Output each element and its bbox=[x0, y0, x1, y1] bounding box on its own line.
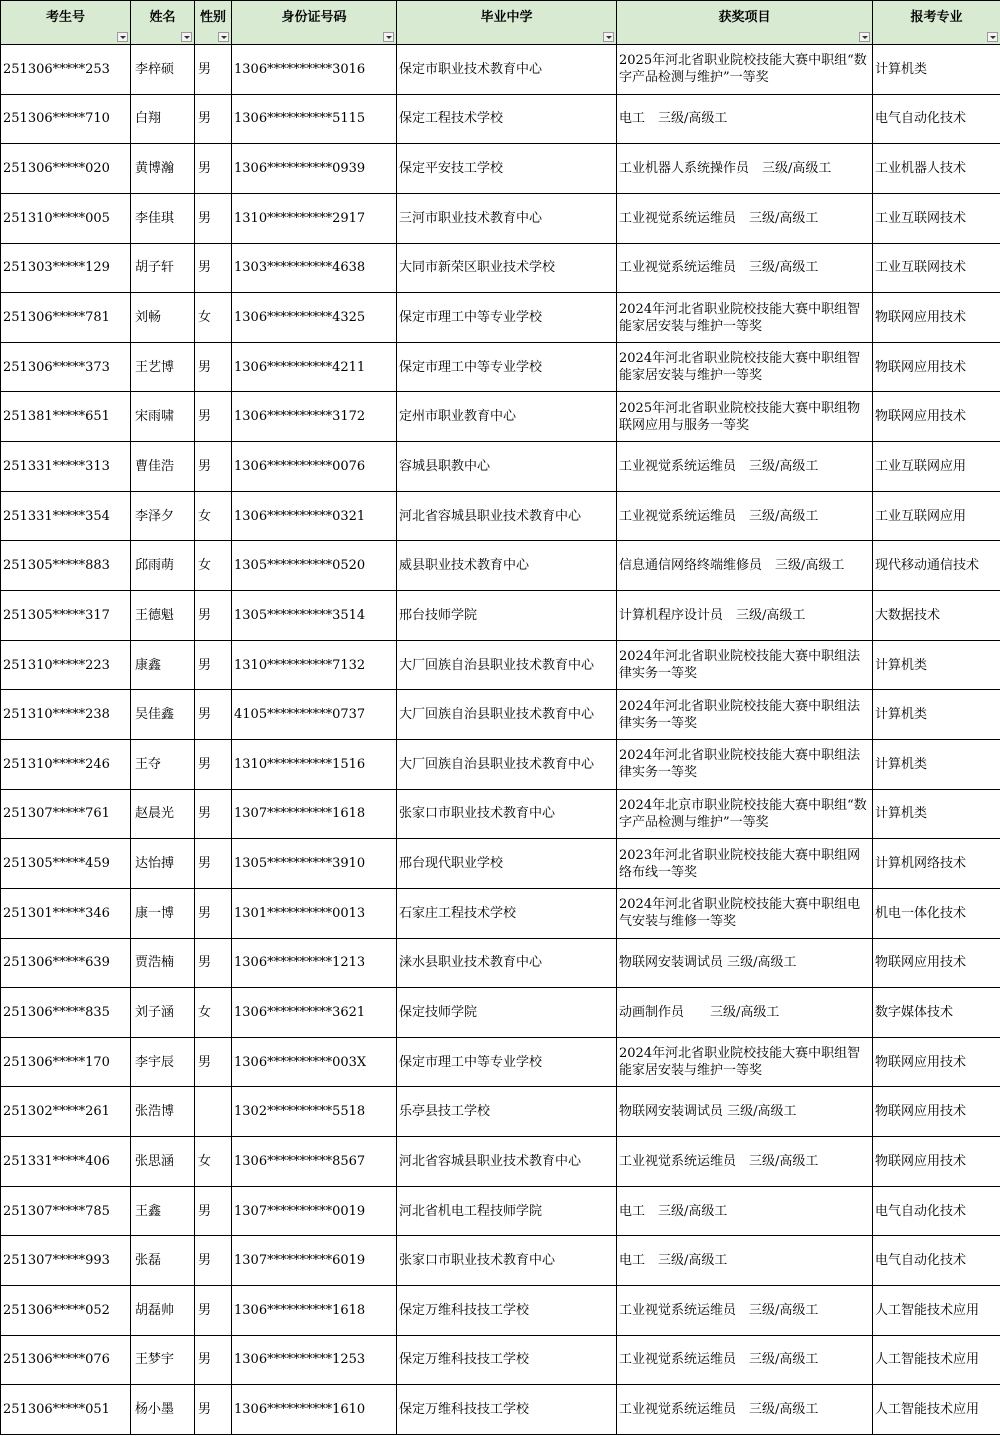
name-cell[interactable]: 杨小墨 bbox=[131, 1385, 195, 1435]
award-cell[interactable]: 2024年河北省职业院校技能大赛中职组法律实务一等奖 bbox=[617, 640, 873, 690]
filter-dropdown-icon[interactable] bbox=[859, 32, 870, 42]
gender-cell[interactable]: 男 bbox=[195, 243, 232, 293]
id-number-cell[interactable]: 1306**********3172 bbox=[232, 392, 397, 442]
name-cell[interactable]: 王艺博 bbox=[131, 342, 195, 392]
id-number-cell[interactable]: 1305**********3514 bbox=[232, 591, 397, 641]
header-major bbox=[873, 1, 1000, 45]
exam-number-cell[interactable]: 251306*****076 bbox=[1, 1335, 131, 1385]
name-cell[interactable]: 王夺 bbox=[131, 739, 195, 789]
major-cell[interactable]: 人工智能技术应用 bbox=[873, 1335, 1000, 1385]
name-cell[interactable]: 康鑫 bbox=[131, 640, 195, 690]
id-number-cell[interactable]: 1306**********0076 bbox=[232, 442, 397, 492]
header-row bbox=[1, 1, 1000, 45]
header-label: 姓名 bbox=[149, 10, 176, 25]
table-row bbox=[1, 739, 1000, 789]
school-cell[interactable]: 威县职业技术教育中心 bbox=[397, 541, 617, 591]
exam-number-cell[interactable]: 251306*****710 bbox=[1, 94, 131, 144]
major-cell[interactable]: 数字媒体技术 bbox=[873, 988, 1000, 1038]
school-cell[interactable]: 保定万维科技技工学校 bbox=[397, 1385, 617, 1435]
award-cell[interactable]: 2024年河北省职业院校技能大赛中职组智能家居安装与维护一等奖 bbox=[617, 1037, 873, 1087]
major-cell[interactable]: 物联网应用技术 bbox=[873, 938, 1000, 988]
gender-cell[interactable]: 男 bbox=[195, 45, 232, 95]
header-gender bbox=[195, 1, 232, 45]
header-label: 报考专业 bbox=[910, 10, 963, 25]
school-cell[interactable]: 保定工程技术学校 bbox=[397, 94, 617, 144]
header-label: 身份证号码 bbox=[281, 10, 347, 25]
gender-cell[interactable]: 男 bbox=[195, 938, 232, 988]
school-cell[interactable]: 河北省容城县职业技术教育中心 bbox=[397, 1137, 617, 1187]
name-cell[interactable]: 张磊 bbox=[131, 1236, 195, 1286]
award-cell[interactable]: 2025年河北省职业院校技能大赛中职组“数字产品检测与维护”一等奖 bbox=[617, 45, 873, 95]
school-cell[interactable]: 乐亭县技工学校 bbox=[397, 1087, 617, 1137]
school-cell[interactable]: 保定平安技工学校 bbox=[397, 144, 617, 194]
name-cell[interactable]: 贾浩楠 bbox=[131, 938, 195, 988]
table-row bbox=[1, 640, 1000, 690]
table-row bbox=[1, 491, 1000, 541]
exam-number-cell[interactable]: 251307*****785 bbox=[1, 1186, 131, 1236]
award-cell[interactable]: 工业视觉系统运维员 三级/高级工 bbox=[617, 193, 873, 243]
gender-cell[interactable]: 女 bbox=[195, 1137, 232, 1187]
filter-dropdown-icon[interactable] bbox=[603, 32, 614, 42]
table-row bbox=[1, 94, 1000, 144]
exam-number-cell[interactable]: 251305*****459 bbox=[1, 839, 131, 889]
table-row bbox=[1, 342, 1000, 392]
name-cell[interactable]: 王德魁 bbox=[131, 591, 195, 641]
id-number-cell[interactable]: 1306**********5115 bbox=[232, 94, 397, 144]
id-number-cell[interactable]: 1310**********2917 bbox=[232, 193, 397, 243]
major-cell[interactable]: 现代移动通信技术 bbox=[873, 541, 1000, 591]
id-number-cell[interactable]: 1307**********6019 bbox=[232, 1236, 397, 1286]
school-cell[interactable]: 石家庄工程技术学校 bbox=[397, 888, 617, 938]
name-cell[interactable]: 胡子轩 bbox=[131, 243, 195, 293]
id-number-cell[interactable]: 1301**********0013 bbox=[232, 888, 397, 938]
id-number-cell[interactable]: 1310**********7132 bbox=[232, 640, 397, 690]
major-cell[interactable]: 机电一体化技术 bbox=[873, 888, 1000, 938]
table-row bbox=[1, 988, 1000, 1038]
award-cell[interactable]: 工业视觉系统运维员 三级/高级工 bbox=[617, 243, 873, 293]
table-row bbox=[1, 144, 1000, 194]
id-number-cell[interactable]: 1306**********8567 bbox=[232, 1137, 397, 1187]
gender-cell[interactable]: 男 bbox=[195, 1037, 232, 1087]
name-cell[interactable]: 王鑫 bbox=[131, 1186, 195, 1236]
award-cell[interactable]: 工业视觉系统运维员 三级/高级工 bbox=[617, 1385, 873, 1435]
table-row bbox=[1, 591, 1000, 641]
exam-number-cell[interactable]: 251331*****354 bbox=[1, 491, 131, 541]
table-row bbox=[1, 243, 1000, 293]
exam-number-cell[interactable]: 251306*****253 bbox=[1, 45, 131, 95]
exam-number-cell[interactable]: 251307*****993 bbox=[1, 1236, 131, 1286]
exam-number-cell[interactable]: 251302*****261 bbox=[1, 1087, 131, 1137]
award-cell[interactable]: 2024年河北省职业院校技能大赛中职组电气安装与维修一等奖 bbox=[617, 888, 873, 938]
major-cell[interactable]: 电气自动化技术 bbox=[873, 1186, 1000, 1236]
id-number-cell[interactable]: 1306**********0321 bbox=[232, 491, 397, 541]
exam-number-cell[interactable]: 251306*****373 bbox=[1, 342, 131, 392]
gender-cell[interactable]: 女 bbox=[195, 293, 232, 343]
exam-number-cell[interactable]: 251306*****781 bbox=[1, 293, 131, 343]
gender-cell[interactable]: 男 bbox=[195, 591, 232, 641]
id-number-cell[interactable]: 1305**********0520 bbox=[232, 541, 397, 591]
name-cell[interactable]: 赵晨光 bbox=[131, 789, 195, 839]
gender-cell[interactable]: 男 bbox=[195, 789, 232, 839]
major-cell[interactable]: 物联网应用技术 bbox=[873, 293, 1000, 343]
table-row bbox=[1, 392, 1000, 442]
school-cell[interactable]: 大同市新荣区职业技术学校 bbox=[397, 243, 617, 293]
school-cell[interactable]: 河北省机电工程技师学院 bbox=[397, 1186, 617, 1236]
header-name bbox=[131, 1, 195, 45]
exam-number-cell[interactable]: 251310*****005 bbox=[1, 193, 131, 243]
school-cell[interactable]: 三河市职业技术教育中心 bbox=[397, 193, 617, 243]
exam-number-cell[interactable]: 251306*****020 bbox=[1, 144, 131, 194]
name-cell[interactable]: 康一博 bbox=[131, 888, 195, 938]
header-exam-number bbox=[1, 1, 131, 45]
table-row bbox=[1, 1087, 1000, 1137]
school-cell[interactable]: 保定市理工中等专业学校 bbox=[397, 1037, 617, 1087]
major-cell[interactable]: 计算机类 bbox=[873, 690, 1000, 740]
school-cell[interactable]: 河北省容城县职业技术教育中心 bbox=[397, 491, 617, 541]
school-cell[interactable]: 邢台现代职业学校 bbox=[397, 839, 617, 889]
award-cell[interactable]: 2024年北京市职业院校技能大赛中职组“数字产品检测与维护”一等奖 bbox=[617, 789, 873, 839]
id-number-cell[interactable]: 1305**********3910 bbox=[232, 839, 397, 889]
filter-dropdown-icon[interactable] bbox=[181, 32, 192, 42]
table-body bbox=[1, 45, 1000, 1435]
gender-cell[interactable]: 男 bbox=[195, 839, 232, 889]
name-cell[interactable]: 邱雨萌 bbox=[131, 541, 195, 591]
school-cell[interactable]: 大厂回族自治县职业技术教育中心 bbox=[397, 739, 617, 789]
award-cell[interactable]: 物联网安装调试员 三级/高级工 bbox=[617, 938, 873, 988]
name-cell[interactable]: 刘子涵 bbox=[131, 988, 195, 1038]
major-cell[interactable]: 工业互联网应用 bbox=[873, 442, 1000, 492]
filter-dropdown-icon[interactable] bbox=[218, 32, 229, 42]
table-row bbox=[1, 839, 1000, 889]
award-cell[interactable]: 工业视觉系统运维员 三级/高级工 bbox=[617, 1335, 873, 1385]
id-number-cell[interactable]: 1306**********4325 bbox=[232, 293, 397, 343]
header-label: 性别 bbox=[199, 10, 226, 25]
table-row bbox=[1, 1236, 1000, 1286]
gender-cell[interactable]: 男 bbox=[195, 1335, 232, 1385]
table-row bbox=[1, 541, 1000, 591]
table-row bbox=[1, 938, 1000, 988]
name-cell[interactable]: 黄博瀚 bbox=[131, 144, 195, 194]
exam-number-cell[interactable]: 251381*****651 bbox=[1, 392, 131, 442]
gender-cell[interactable]: 男 bbox=[195, 193, 232, 243]
award-cell[interactable]: 计算机程序设计员 三级/高级工 bbox=[617, 591, 873, 641]
gender-cell[interactable]: 男 bbox=[195, 1286, 232, 1336]
major-cell[interactable]: 电气自动化技术 bbox=[873, 94, 1000, 144]
header-label: 毕业中学 bbox=[480, 10, 533, 25]
gender-cell[interactable]: 男 bbox=[195, 442, 232, 492]
school-cell[interactable]: 保定技师学院 bbox=[397, 988, 617, 1038]
school-cell[interactable]: 定州市职业教育中心 bbox=[397, 392, 617, 442]
header-label: 考生号 bbox=[45, 10, 85, 25]
name-cell[interactable]: 李佳琪 bbox=[131, 193, 195, 243]
school-cell[interactable]: 保定市职业技术教育中心 bbox=[397, 45, 617, 95]
table-row bbox=[1, 1037, 1000, 1087]
table-row bbox=[1, 690, 1000, 740]
name-cell[interactable]: 王梦宇 bbox=[131, 1335, 195, 1385]
major-cell[interactable]: 计算机类 bbox=[873, 789, 1000, 839]
name-cell[interactable]: 李泽夕 bbox=[131, 491, 195, 541]
gender-cell[interactable]: 男 bbox=[195, 690, 232, 740]
filter-dropdown-icon[interactable] bbox=[383, 32, 394, 42]
id-number-cell[interactable]: 1306**********0939 bbox=[232, 144, 397, 194]
award-cell[interactable]: 信息通信网络终端维修员 三级/高级工 bbox=[617, 541, 873, 591]
school-cell[interactable]: 保定万维科技技工学校 bbox=[397, 1335, 617, 1385]
gender-cell[interactable]: 女 bbox=[195, 988, 232, 1038]
award-cell[interactable]: 工业机器人系统操作员 三级/高级工 bbox=[617, 144, 873, 194]
school-cell[interactable]: 大厂回族自治县职业技术教育中心 bbox=[397, 640, 617, 690]
name-cell[interactable]: 李宇辰 bbox=[131, 1037, 195, 1087]
award-cell[interactable]: 2024年河北省职业院校技能大赛中职组智能家居安装与维护一等奖 bbox=[617, 342, 873, 392]
major-cell[interactable]: 人工智能技术应用 bbox=[873, 1385, 1000, 1435]
id-number-cell[interactable]: 1303**********4638 bbox=[232, 243, 397, 293]
gender-cell[interactable]: 男 bbox=[195, 1236, 232, 1286]
major-cell[interactable]: 大数据技术 bbox=[873, 591, 1000, 641]
id-number-cell[interactable]: 1310**********1516 bbox=[232, 739, 397, 789]
award-cell[interactable]: 工业视觉系统运维员 三级/高级工 bbox=[617, 1137, 873, 1187]
gender-cell[interactable]: 男 bbox=[195, 888, 232, 938]
table-row bbox=[1, 193, 1000, 243]
table-row bbox=[1, 1385, 1000, 1435]
gender-cell[interactable]: 男 bbox=[195, 94, 232, 144]
award-cell[interactable]: 2024年河北省职业院校技能大赛中职组法律实务一等奖 bbox=[617, 739, 873, 789]
header-id-number bbox=[232, 1, 397, 45]
major-cell[interactable]: 物联网应用技术 bbox=[873, 1087, 1000, 1137]
major-cell[interactable]: 物联网应用技术 bbox=[873, 342, 1000, 392]
gender-cell[interactable]: 男 bbox=[195, 640, 232, 690]
name-cell[interactable]: 张思涵 bbox=[131, 1137, 195, 1187]
name-cell[interactable]: 李梓硕 bbox=[131, 45, 195, 95]
school-cell[interactable]: 张家口市职业技术教育中心 bbox=[397, 789, 617, 839]
exam-number-cell[interactable]: 251303*****129 bbox=[1, 243, 131, 293]
exam-number-cell[interactable]: 251310*****223 bbox=[1, 640, 131, 690]
name-cell[interactable]: 达怡搏 bbox=[131, 839, 195, 889]
header-school bbox=[397, 1, 617, 45]
gender-cell[interactable]: 男 bbox=[195, 1186, 232, 1236]
table-row bbox=[1, 1286, 1000, 1336]
id-number-cell[interactable]: 4105**********0737 bbox=[232, 690, 397, 740]
major-cell[interactable]: 物联网应用技术 bbox=[873, 1137, 1000, 1187]
id-number-cell[interactable]: 1306**********1610 bbox=[232, 1385, 397, 1435]
award-cell[interactable]: 电工 三级/高级工 bbox=[617, 1186, 873, 1236]
exam-number-cell[interactable]: 251307*****761 bbox=[1, 789, 131, 839]
school-cell[interactable]: 大厂回族自治县职业技术教育中心 bbox=[397, 690, 617, 740]
id-number-cell[interactable]: 1307**********1618 bbox=[232, 789, 397, 839]
id-number-cell[interactable]: 1307**********0019 bbox=[232, 1186, 397, 1236]
major-cell[interactable]: 工业互联网技术 bbox=[873, 193, 1000, 243]
gender-cell[interactable] bbox=[195, 1087, 232, 1137]
table-row bbox=[1, 1335, 1000, 1385]
table-row bbox=[1, 293, 1000, 343]
table-row bbox=[1, 1137, 1000, 1187]
filter-dropdown-icon[interactable] bbox=[117, 32, 128, 42]
gender-cell[interactable]: 男 bbox=[195, 392, 232, 442]
award-cell[interactable]: 工业视觉系统运维员 三级/高级工 bbox=[617, 491, 873, 541]
id-number-cell[interactable]: 1302**********5518 bbox=[232, 1087, 397, 1137]
award-cell[interactable]: 电工 三级/高级工 bbox=[617, 94, 873, 144]
exam-number-cell[interactable]: 251305*****883 bbox=[1, 541, 131, 591]
header-label: 获奖项目 bbox=[718, 10, 771, 25]
exam-number-cell[interactable]: 251306*****170 bbox=[1, 1037, 131, 1087]
exam-number-cell[interactable]: 251306*****639 bbox=[1, 938, 131, 988]
gender-cell[interactable]: 男 bbox=[195, 739, 232, 789]
major-cell[interactable]: 人工智能技术应用 bbox=[873, 1286, 1000, 1336]
school-cell[interactable]: 保定市理工中等专业学校 bbox=[397, 342, 617, 392]
gender-cell[interactable]: 男 bbox=[195, 144, 232, 194]
school-cell[interactable]: 张家口市职业技术教育中心 bbox=[397, 1236, 617, 1286]
major-cell[interactable]: 计算机类 bbox=[873, 640, 1000, 690]
school-cell[interactable]: 保定万维科技技工学校 bbox=[397, 1286, 617, 1336]
award-cell[interactable]: 2023年河北省职业院校技能大赛中职组网络布线一等奖 bbox=[617, 839, 873, 889]
exam-number-cell[interactable]: 251310*****246 bbox=[1, 739, 131, 789]
exam-number-cell[interactable]: 251306*****051 bbox=[1, 1385, 131, 1435]
gender-cell[interactable]: 女 bbox=[195, 541, 232, 591]
major-cell[interactable]: 计算机类 bbox=[873, 45, 1000, 95]
gender-cell[interactable]: 女 bbox=[195, 491, 232, 541]
exam-number-cell[interactable]: 251331*****313 bbox=[1, 442, 131, 492]
name-cell[interactable]: 胡磊帅 bbox=[131, 1286, 195, 1336]
name-cell[interactable]: 宋雨啸 bbox=[131, 392, 195, 442]
award-cell[interactable]: 物联网安装调试员 三级/高级工 bbox=[617, 1087, 873, 1137]
name-cell[interactable]: 张浩博 bbox=[131, 1087, 195, 1137]
name-cell[interactable]: 白翔 bbox=[131, 94, 195, 144]
major-cell[interactable]: 物联网应用技术 bbox=[873, 392, 1000, 442]
table-row bbox=[1, 1186, 1000, 1236]
gender-cell[interactable]: 男 bbox=[195, 1385, 232, 1435]
major-cell[interactable]: 工业互联网应用 bbox=[873, 491, 1000, 541]
major-cell[interactable]: 电气自动化技术 bbox=[873, 1236, 1000, 1286]
school-cell[interactable]: 保定市理工中等专业学校 bbox=[397, 293, 617, 343]
award-cell[interactable]: 动画制作员 三级/高级工 bbox=[617, 988, 873, 1038]
award-cell[interactable]: 2025年河北省职业院校技能大赛中职组物联网应用与服务一等奖 bbox=[617, 392, 873, 442]
major-cell[interactable]: 物联网应用技术 bbox=[873, 1037, 1000, 1087]
award-cell[interactable]: 工业视觉系统运维员 三级/高级工 bbox=[617, 1286, 873, 1336]
major-cell[interactable]: 计算机类 bbox=[873, 739, 1000, 789]
id-number-cell[interactable]: 1306**********1213 bbox=[232, 938, 397, 988]
id-number-cell[interactable]: 1306**********4211 bbox=[232, 342, 397, 392]
exam-number-cell[interactable]: 251306*****052 bbox=[1, 1286, 131, 1336]
id-number-cell[interactable]: 1306**********1253 bbox=[232, 1335, 397, 1385]
id-number-cell[interactable]: 1306**********3621 bbox=[232, 988, 397, 1038]
id-number-cell[interactable]: 1306**********003X bbox=[232, 1037, 397, 1087]
school-cell[interactable]: 涞水县职业技术教育中心 bbox=[397, 938, 617, 988]
exam-number-cell[interactable]: 251310*****238 bbox=[1, 690, 131, 740]
name-cell[interactable]: 吴佳鑫 bbox=[131, 690, 195, 740]
exam-number-cell[interactable]: 251306*****835 bbox=[1, 988, 131, 1038]
exam-number-cell[interactable]: 251331*****406 bbox=[1, 1137, 131, 1187]
school-cell[interactable]: 邢台技师学院 bbox=[397, 591, 617, 641]
name-cell[interactable]: 曹佳浩 bbox=[131, 442, 195, 492]
major-cell[interactable]: 计算机网络技术 bbox=[873, 839, 1000, 889]
id-number-cell[interactable]: 1306**********3016 bbox=[232, 45, 397, 95]
award-cell[interactable]: 电工 三级/高级工 bbox=[617, 1236, 873, 1286]
exam-number-cell[interactable]: 251305*****317 bbox=[1, 591, 131, 641]
award-cell[interactable]: 2024年河北省职业院校技能大赛中职组法律实务一等奖 bbox=[617, 690, 873, 740]
gender-cell[interactable]: 男 bbox=[195, 342, 232, 392]
award-cell[interactable]: 工业视觉系统运维员 三级/高级工 bbox=[617, 442, 873, 492]
school-cell[interactable]: 容城县职教中心 bbox=[397, 442, 617, 492]
filter-dropdown-icon[interactable] bbox=[987, 32, 998, 42]
award-cell[interactable]: 2024年河北省职业院校技能大赛中职组智能家居安装与维护一等奖 bbox=[617, 293, 873, 343]
name-cell[interactable]: 刘畅 bbox=[131, 293, 195, 343]
major-cell[interactable]: 工业互联网技术 bbox=[873, 243, 1000, 293]
header-award bbox=[617, 1, 873, 45]
exam-number-cell[interactable]: 251301*****346 bbox=[1, 888, 131, 938]
major-cell[interactable]: 工业机器人技术 bbox=[873, 144, 1000, 194]
id-number-cell[interactable]: 1306**********1618 bbox=[232, 1286, 397, 1336]
table-row bbox=[1, 45, 1000, 95]
table-row bbox=[1, 442, 1000, 492]
table-row bbox=[1, 888, 1000, 938]
table-row bbox=[1, 789, 1000, 839]
